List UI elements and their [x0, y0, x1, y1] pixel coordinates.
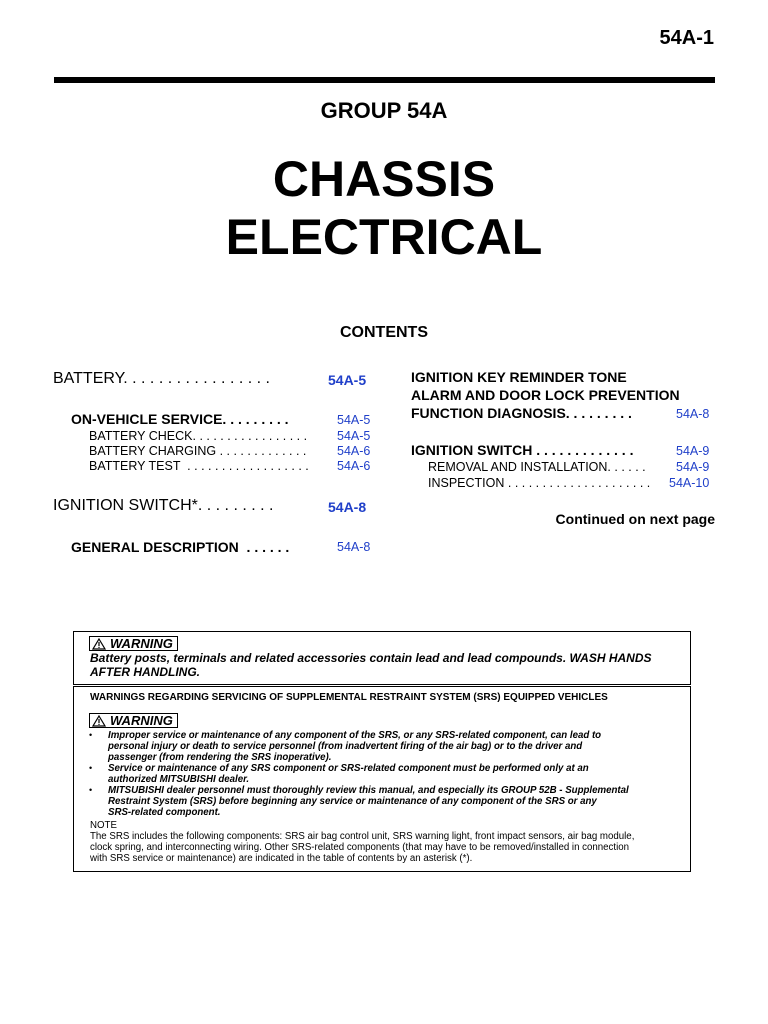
group-heading: GROUP 54A — [320, 98, 448, 123]
toc-general-description[interactable]: GENERAL DESCRIPTION . . . . . . — [71, 539, 290, 555]
srs-bullet-2-line-1: Service or maintenance of any SRS component or SRS-related component must be performed only at an — [108, 763, 589, 774]
toc-battery-page[interactable]: 54A-5 — [328, 372, 367, 388]
bullet-icon: • — [89, 763, 93, 773]
title-line-2: ELECTRICAL — [225, 209, 543, 265]
toc-on-vehicle-service-page[interactable]: 54A-5 — [337, 413, 371, 427]
toc-key-reminder-line-2[interactable]: ALARM AND DOOR LOCK PREVENTION — [411, 387, 680, 403]
srs-bullet-1-line-1: Improper service or maintenance of any component of the SRS, or any SRS-related component, can lead to — [108, 730, 602, 741]
srs-bullet-1-line-3: passenger (from rendering the SRS inoperative). — [108, 752, 332, 763]
srs-warning-box — [73, 686, 691, 872]
battery-warning-line-1: Battery posts, terminals and related accessories contain lead and lead compounds. WASH HANDS — [90, 651, 652, 665]
bullet-icon: • — [89, 785, 93, 795]
warning-label: WARNING — [110, 713, 173, 728]
warning-badge — [89, 713, 178, 728]
continued-note: Continued on next page — [555, 511, 715, 527]
srs-bullet-1-line-2: personal injury or death to service personnel (from inadvertent firing of the air bag) or to the driver and — [108, 741, 583, 752]
srs-bullet-3-line-1: MITSUBISHI dealer personnel must thoroughly review this manual, and especially its GROUP 52B - Supplemental — [108, 785, 629, 796]
toc-battery-check[interactable]: BATTERY CHECK. . . . . . . . . . . . . . . . . — [89, 429, 308, 443]
toc-key-reminder-line-1[interactable]: IGNITION KEY REMINDER TONE — [411, 369, 627, 385]
title-line-1: CHASSIS — [272, 151, 496, 207]
toc-key-reminder-line-3[interactable]: FUNCTION DIAGNOSIS. . . . . . . . . — [411, 405, 632, 421]
warning-label: WARNING — [110, 636, 173, 651]
page-number: 54A-1 — [659, 27, 714, 49]
toc-removal-installation[interactable]: REMOVAL AND INSTALLATION. . . . . . — [428, 460, 646, 474]
srs-bullet-2-line-2: authorized MITSUBISHI dealer. — [108, 774, 250, 785]
toc-removal-installation-page[interactable]: 54A-9 — [676, 460, 710, 474]
toc-battery-test[interactable]: BATTERY TEST . . . . . . . . . . . . . . . . . . — [89, 459, 309, 473]
toc-ignition-switch[interactable]: IGNITION SWITCH . . . . . . . . . . . . . — [411, 442, 634, 458]
toc-battery-charging[interactable]: BATTERY CHARGING . . . . . . . . . . . . . — [89, 444, 307, 458]
toc-battery-check-page[interactable]: 54A-5 — [337, 429, 371, 443]
toc-inspection-page[interactable]: 54A-10 — [669, 476, 710, 490]
note-line-3: with SRS service or maintenance) are indicated in the table of contents by an asterisk (*). — [90, 853, 473, 864]
battery-warning-line-2: AFTER HANDLING. — [90, 665, 200, 679]
toc-inspection[interactable]: INSPECTION . . . . . . . . . . . . . . . . . . . . . — [428, 476, 651, 490]
battery-warning-box — [73, 631, 691, 685]
toc-battery-charging-page[interactable]: 54A-6 — [337, 444, 371, 458]
warning-triangle-icon — [92, 638, 106, 650]
header-rule — [54, 77, 715, 83]
bullet-icon: • — [89, 730, 93, 740]
note-label: NOTE — [90, 820, 117, 831]
toc-ignition-switch-star[interactable]: IGNITION SWITCH*. . . . . . . . . — [53, 497, 274, 514]
toc-battery[interactable]: BATTERY. . . . . . . . . . . . . . . . . — [53, 370, 270, 387]
srs-bullet-3-line-3: SRS-related component. — [108, 807, 221, 818]
toc-battery-test-page[interactable]: 54A-6 — [337, 459, 371, 473]
toc-ignition-switch-star-page[interactable]: 54A-8 — [328, 499, 367, 515]
page-title — [0, 150, 768, 266]
warning-badge — [89, 636, 178, 651]
contents-heading: CONTENTS — [340, 324, 428, 341]
toc-on-vehicle-service[interactable]: ON-VEHICLE SERVICE. . . . . . . . . — [71, 411, 289, 427]
srs-bullet-3-line-2: Restraint System (SRS) before beginning any service or maintenance of any component of the SRS or any — [108, 796, 597, 807]
note-line-1: The SRS includes the following components: SRS air bag control unit, SRS warning light, front impact sensors, air bag module, — [90, 831, 635, 842]
toc-key-reminder-page[interactable]: 54A-8 — [676, 407, 710, 421]
srs-heading: WARNINGS REGARDING SERVICING OF SUPPLEMENTAL RESTRAINT SYSTEM (SRS) EQUIPPED VEHICLES — [90, 692, 608, 703]
warning-triangle-icon — [92, 715, 106, 727]
toc-ignition-switch-page[interactable]: 54A-9 — [676, 444, 710, 458]
note-line-2: clock spring, and interconnecting wiring. Other SRS-related components (that may have to be removed/installed in connection — [90, 842, 630, 853]
toc-general-description-page[interactable]: 54A-8 — [337, 540, 371, 554]
